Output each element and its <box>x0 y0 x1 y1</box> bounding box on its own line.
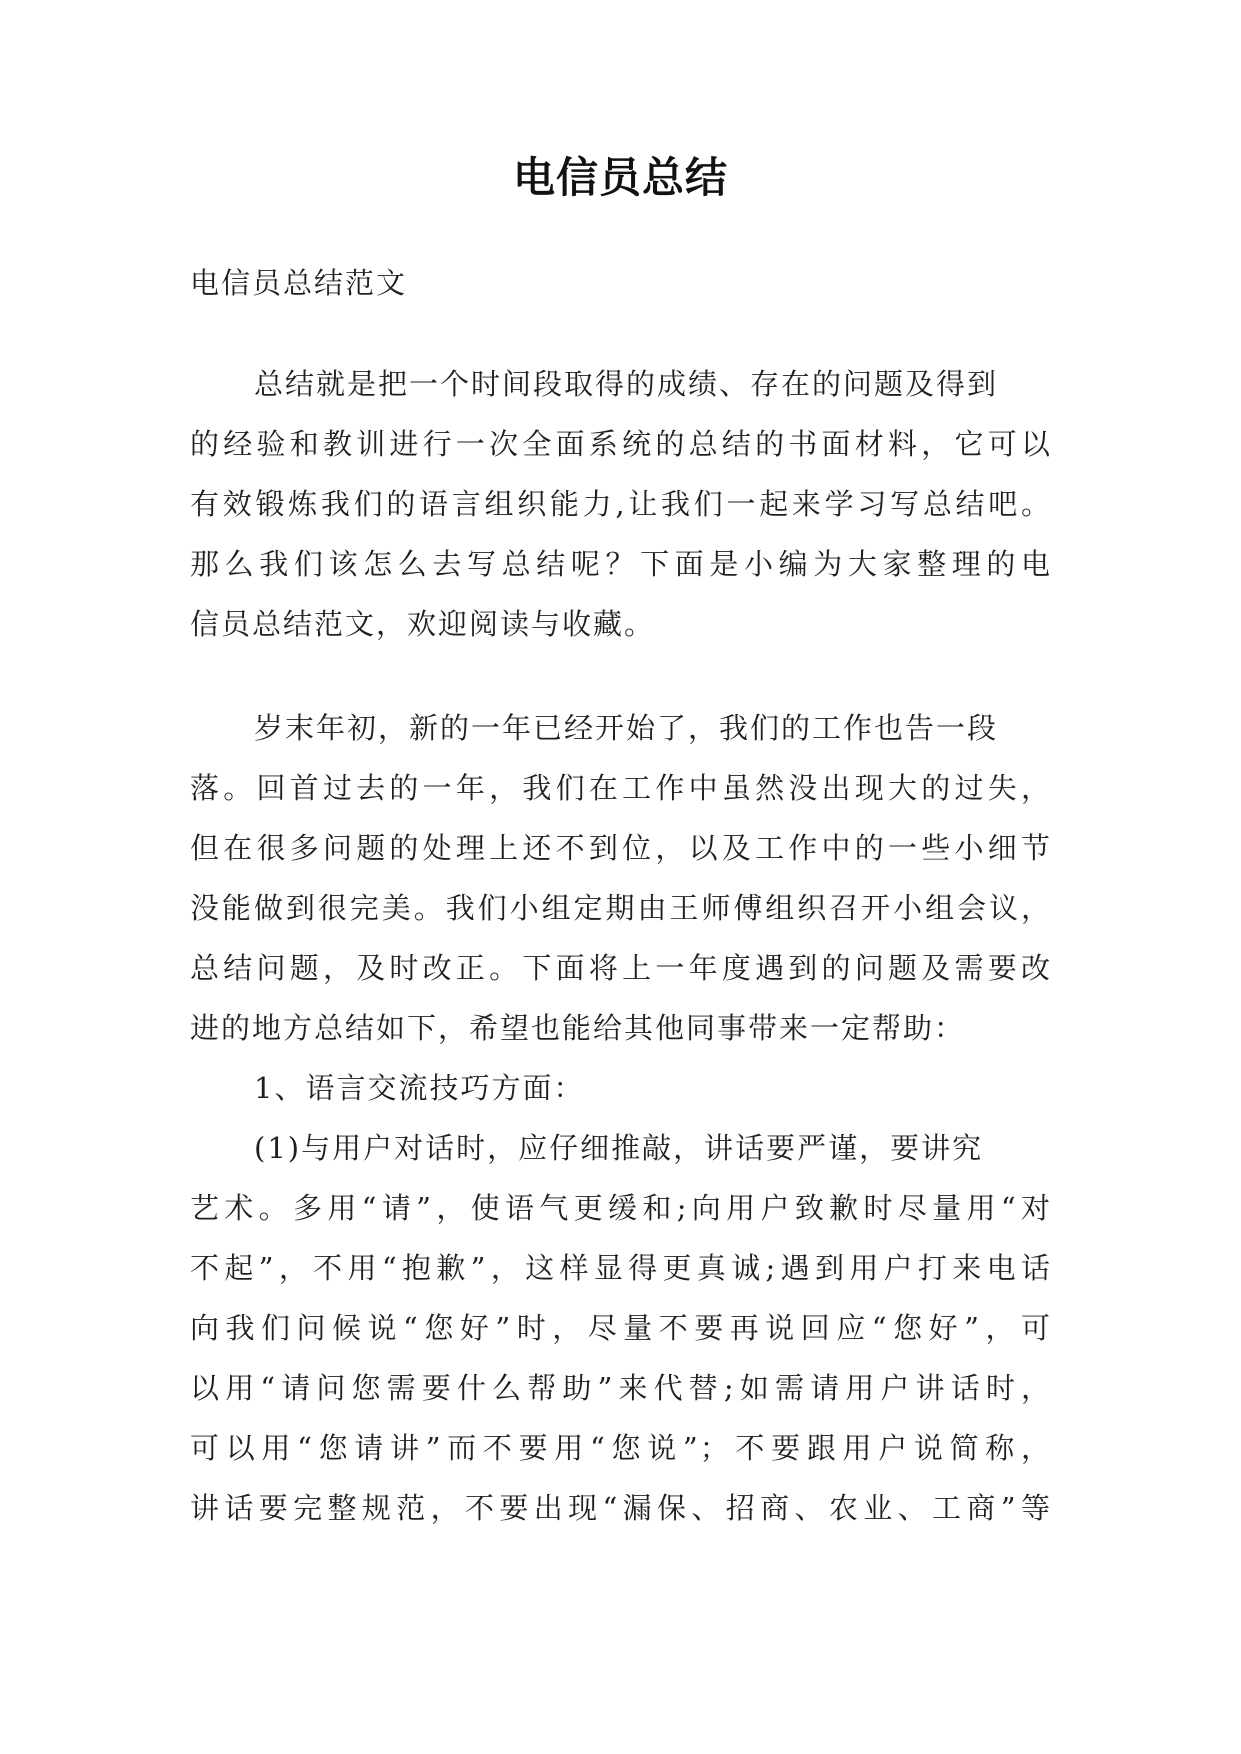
paragraph-2-line-4: 没能做到很完美。我们小组定期由王师傅组织召开小组会议， <box>190 891 1052 925</box>
paragraph-2-line-2: 落。回首过去的一年，我们在工作中虽然没出现大的过失， <box>190 771 1052 805</box>
paragraph-2-line-13: 可以用“您请讲”而不要用“您说”；不要跟用户说简称， <box>190 1431 1052 1465</box>
document-body <box>190 0 1052 1754</box>
document-title: 电信员总结 <box>512 153 728 202</box>
paragraph-2-line-12: 以用“请问您需要什么帮助”来代替;如需请用户讲话时， <box>190 1371 1052 1405</box>
paragraph-2-line-3: 但在很多问题的处理上还不到位，以及工作中的一些小细节 <box>190 831 1052 865</box>
paragraph-2-line-5: 总结问题，及时改正。下面将上一年度遇到的问题及需要改 <box>190 951 1052 985</box>
paragraph-2-line-8: (1)与用户对话时，应仔细推敲，讲话要严谨，要讲究 <box>254 1131 984 1165</box>
paragraph-2-line-10: 不起”，不用“抱歉”，这样显得更真诚;遇到用户打来电话 <box>190 1251 1052 1285</box>
paragraph-1-line-3: 有效锻炼我们的语言组织能力,让我们一起来学习写总结吧。 <box>190 487 1052 521</box>
paragraph-1-line-1: 总结就是把一个时间段取得的成绩、存在的问题及得到 <box>254 367 999 401</box>
paragraph-2-line-7: 1、语言交流技巧方面： <box>254 1071 585 1105</box>
paragraph-2-line-14: 讲话要完整规范，不要出现“漏保、招商、农业、工商”等 <box>190 1491 1052 1525</box>
paragraph-2-line-6: 进的地方总结如下，希望也能给其他同事带来一定帮助： <box>190 1011 966 1045</box>
paragraph-2-line-9: 艺术。多用“请”，使语气更缓和;向用户致歉时尽量用“对 <box>190 1191 1052 1225</box>
paragraph-1-line-2: 的经验和教训进行一次全面系统的总结的书面材料，它可以 <box>190 427 1052 461</box>
paragraph-2-line-11: 向我们问候说“您好”时，尽量不要再说回应“您好”，可 <box>190 1311 1052 1345</box>
paragraph-1-line-5: 信员总结范文，欢迎阅读与收藏。 <box>190 607 656 641</box>
paragraph-2-line-1: 岁末年初，新的一年已经开始了，我们的工作也告一段 <box>254 711 999 745</box>
document-subtitle: 电信员总结范文 <box>190 266 408 300</box>
paragraph-1-line-4: 那么我们该怎么去写总结呢？下面是小编为大家整理的电 <box>190 547 1052 581</box>
